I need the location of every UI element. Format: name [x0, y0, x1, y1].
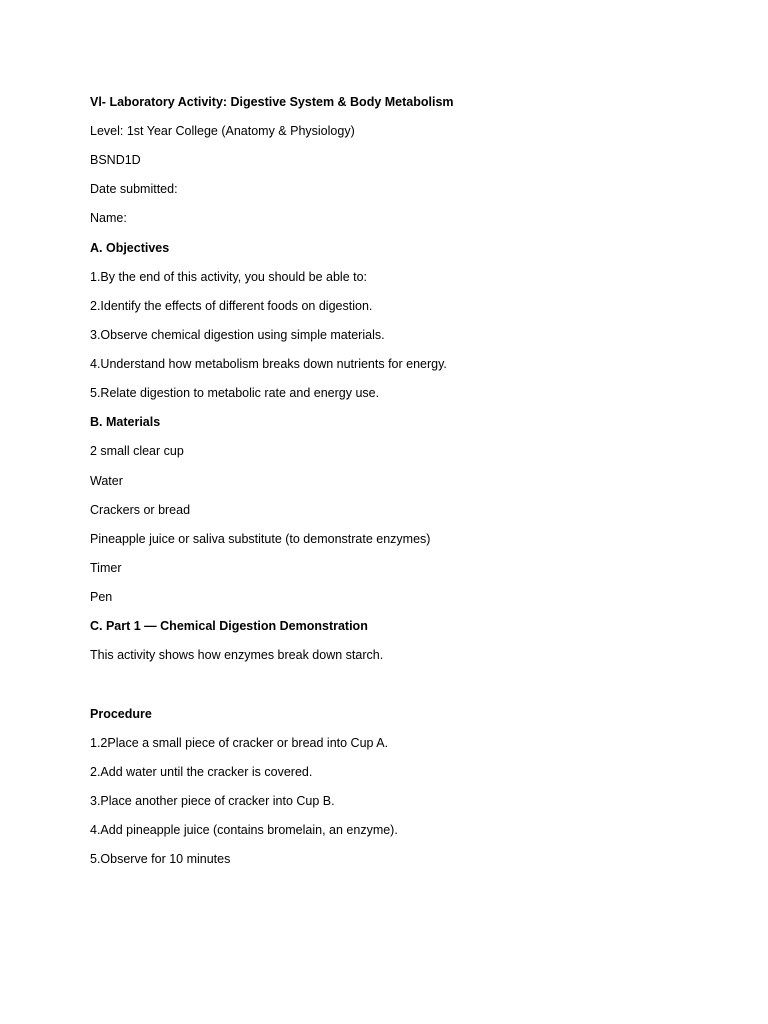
procedure-step-1: 1.2Place a small piece of cracker or bread into Cup A. [90, 736, 389, 750]
objective-item-3: 3.Observe chemical digestion using simple materials. [90, 328, 385, 342]
material-item-4: Pineapple juice or saliva substitute (to demonstrate enzymes) [90, 532, 431, 546]
procedure-heading: Procedure [90, 707, 152, 721]
document-title: Vl- Laboratory Activity: Digestive System & Body Metabolism [90, 95, 454, 109]
procedure-step-3: 3.Place another piece of cracker into Cup B. [90, 794, 335, 808]
section-line: BSND1D [90, 153, 141, 167]
material-item-2: Water [90, 474, 123, 488]
name-line: Name: [90, 211, 127, 225]
procedure-step-5: 5.Observe for 10 minutes [90, 852, 231, 866]
procedure-step-2: 2.Add water until the cracker is covered. [90, 765, 313, 779]
objective-item-2: 2.Identify the effects of different foods on digestion. [90, 299, 373, 313]
materials-heading: B. Materials [90, 415, 161, 429]
procedure-step-4: 4.Add pineapple juice (contains bromelain, an enzyme). [90, 823, 398, 837]
material-item-1: 2 small clear cup [90, 444, 184, 458]
objective-item-1: 1.By the end of this activity, you should be able to: [90, 270, 368, 284]
level-line: Level: 1st Year College (Anatomy & Physiology) [90, 124, 355, 138]
part1-description: This activity shows how enzymes break down starch. [90, 648, 384, 662]
objective-item-4: 4.Understand how metabolism breaks down nutrients for energy. [90, 357, 447, 371]
objective-item-5: 5.Relate digestion to metabolic rate and energy use. [90, 386, 380, 400]
objectives-heading: A. Objectives [90, 241, 170, 255]
material-item-5: Timer [90, 561, 122, 575]
part1-heading: C. Part 1 — Chemical Digestion Demonstration [90, 619, 368, 633]
material-item-6: Pen [90, 590, 113, 604]
date-submitted-line: Date submitted: [90, 182, 178, 196]
material-item-3: Crackers or bread [90, 503, 191, 517]
